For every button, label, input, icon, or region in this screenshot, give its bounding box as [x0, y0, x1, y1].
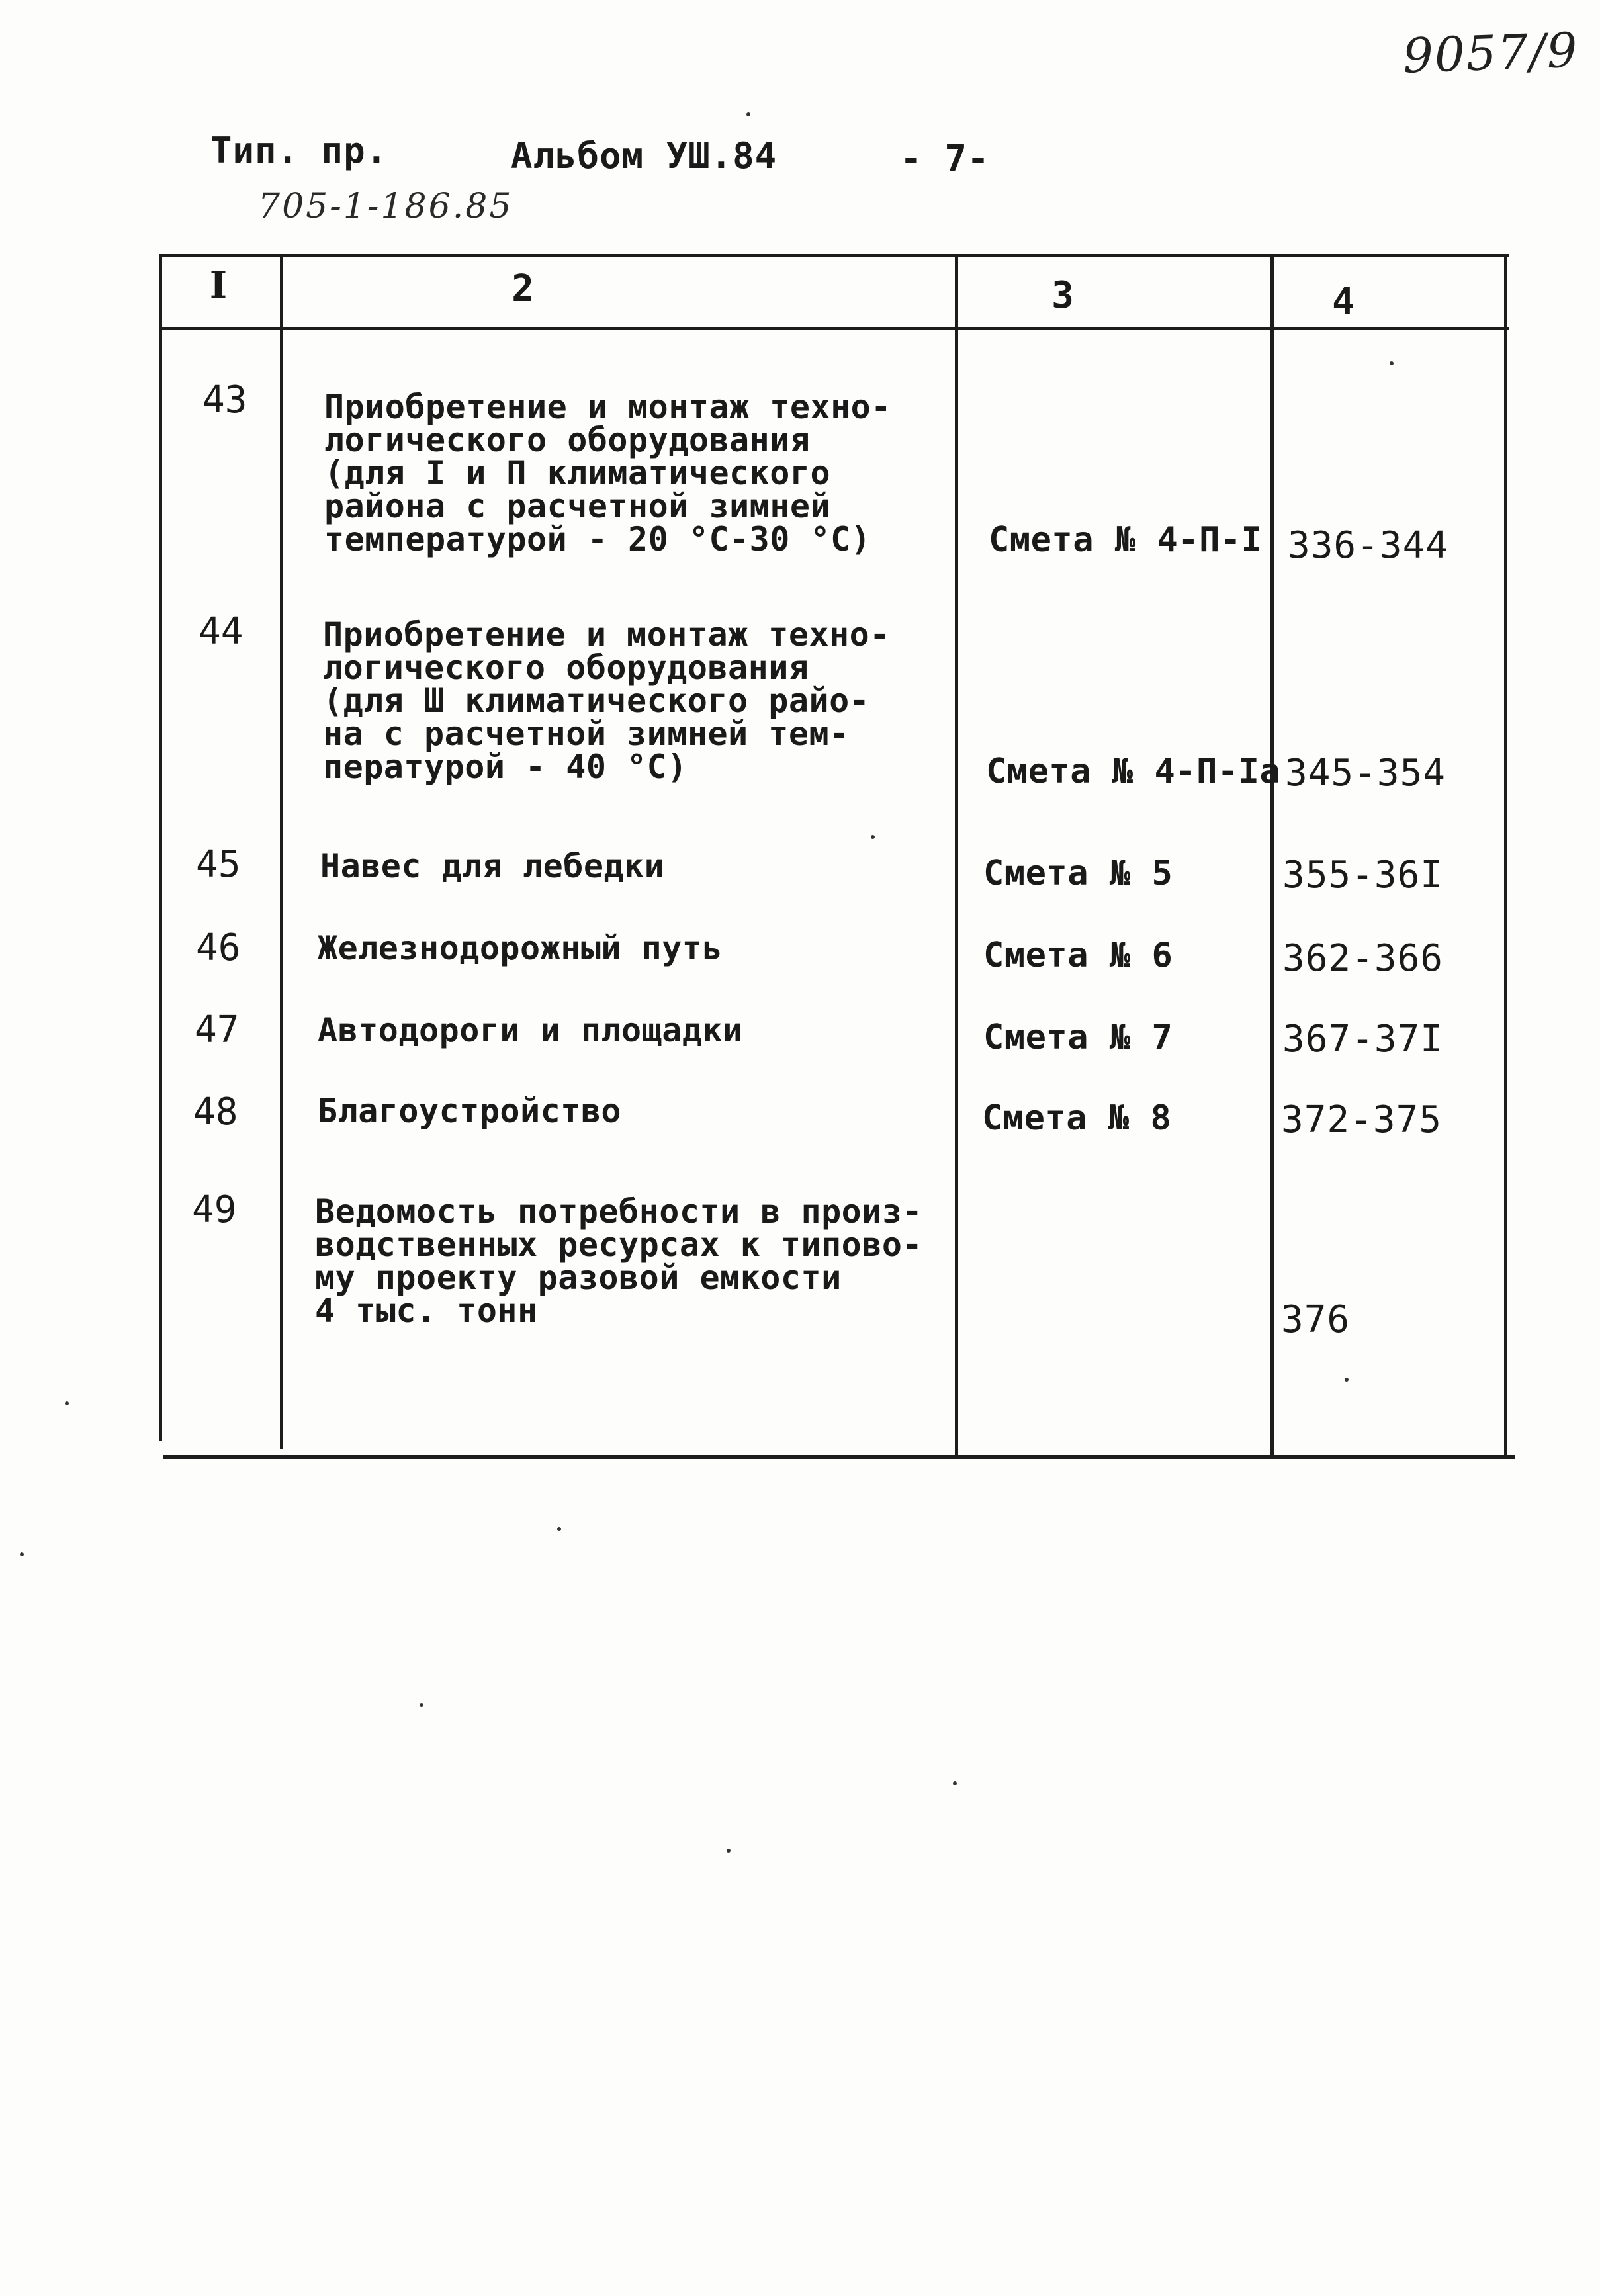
scan-speck [20, 1552, 24, 1556]
scan-speck [953, 1781, 957, 1785]
row-title: Железнодорожный путь [318, 929, 723, 967]
scan-speck [557, 1527, 561, 1531]
row-number: 47 [195, 1008, 240, 1051]
row-title: Автодороги и площадки [318, 1011, 743, 1049]
scan-speck [1390, 361, 1394, 365]
row-number: 43 [202, 378, 247, 421]
row-number: 44 [199, 610, 244, 653]
scan-speck [727, 1849, 731, 1853]
table-right-border [1504, 254, 1507, 1458]
project-code: 705-1-186.85 [258, 187, 513, 226]
page-number: - 7- [900, 138, 989, 181]
row-document: Смета № 8 [982, 1098, 1172, 1138]
archive-number: 9057/9 [1401, 22, 1579, 84]
row-number: 48 [193, 1090, 238, 1133]
column-header-3: 3 [1051, 274, 1074, 317]
table-bottom-border [163, 1455, 1515, 1459]
row-pages: 345-354 [1285, 752, 1446, 795]
scan-speck [746, 112, 750, 116]
row-title: Навес для лебедки [320, 847, 665, 885]
table-header-divider [160, 327, 1509, 330]
row-pages: 376 [1281, 1298, 1351, 1341]
row-number: 49 [192, 1188, 237, 1231]
row-title: Ведомость потребности в произ- водственных ресурсах к типово- му проекту разовой емкости 4 тыс. тонн [315, 1192, 923, 1330]
table-top-border [160, 254, 1509, 257]
row-document: Смета № 6 [983, 936, 1173, 975]
column-header-4: 4 [1332, 281, 1355, 324]
row-pages: 372-375 [1281, 1098, 1443, 1141]
row-document: Смета № 4-П-Iа [986, 752, 1281, 791]
column-divider-3 [1270, 254, 1274, 1458]
row-pages: 336-344 [1288, 524, 1449, 567]
row-document: Смета № 5 [983, 854, 1173, 893]
scan-speck [871, 835, 875, 839]
column-divider-2 [955, 254, 958, 1458]
column-header-1: I [209, 263, 228, 307]
row-title: Приобретение и монтаж техно- логического оборудования (для I и П климатического района с расчетной зимней температурой - 20 °С-30 °С) [324, 388, 891, 558]
row-number: 46 [196, 926, 241, 969]
row-pages: 367-37I [1282, 1018, 1444, 1061]
album-label: Альбом УШ.84 [511, 135, 778, 177]
scan-speck [420, 1703, 423, 1707]
row-document: Смета № 7 [983, 1018, 1173, 1057]
scan-speck [65, 1401, 69, 1405]
scan-speck [1345, 1378, 1349, 1382]
column-header-2: 2 [511, 267, 534, 310]
type-project-label: Тип. пр. [210, 130, 388, 171]
row-document: Смета № 4-П-I [989, 520, 1263, 560]
row-pages: 355-36I [1282, 854, 1444, 897]
row-title: Приобретение и монтаж техно- логического оборудования (для Ш климатического райо- на с расчетной зимней тем- пературой - 40 °С) [323, 615, 890, 786]
table-left-border [159, 254, 162, 1441]
row-number: 45 [196, 843, 241, 886]
row-title: Благоустройство [318, 1092, 622, 1130]
row-pages: 362-366 [1282, 937, 1444, 980]
